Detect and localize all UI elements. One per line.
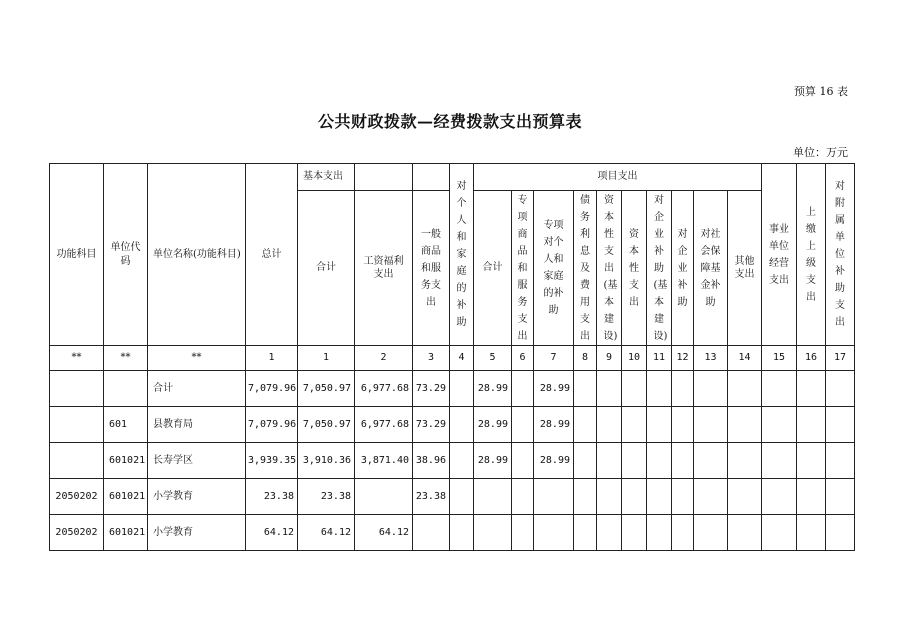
unit-code-cell: 601021 [104,479,148,515]
amount-cell: 28.99 [534,407,574,443]
amount-cell [694,443,728,479]
amount-cell: 23.38 [246,479,298,515]
index-cell: 10 [622,346,647,371]
amount-cell [597,515,622,551]
unit-code-cell [104,371,148,407]
amount-cell [762,515,797,551]
col-salary: 工资福利支出 [355,191,413,346]
amount-cell: 7,050.97 [298,407,355,443]
amount-cell: 3,871.40 [355,443,413,479]
amount-cell [574,407,597,443]
unit-name-cell: 县教育局 [148,407,246,443]
amount-cell [826,371,855,407]
amount-cell [512,443,534,479]
form-number: 预算 16 表 [794,85,848,98]
col-capital-build: 资本性支出(基本建设) [597,191,622,346]
amount-cell [512,407,534,443]
amount-cell [622,371,647,407]
index-cell: 7 [534,346,574,371]
amount-cell [512,371,534,407]
unit-name-cell: 合计 [148,371,246,407]
index-cell: 13 [694,346,728,371]
index-cell: ** [50,346,104,371]
amount-cell [647,407,672,443]
amount-cell [534,515,574,551]
table-row [50,371,855,407]
unit-code-cell: 601021 [104,515,148,551]
index-cell: 1 [246,346,298,371]
amount-cell: 23.38 [298,479,355,515]
index-cell: 16 [797,346,826,371]
amount-cell [413,515,450,551]
col-capital: 资本性支出 [622,191,647,346]
index-cell: 11 [647,346,672,371]
amount-cell: 73.29 [413,371,450,407]
index-cell: 17 [826,346,855,371]
index-cell: 14 [728,346,762,371]
amount-cell [797,371,826,407]
amount-cell [450,371,474,407]
amount-cell [826,443,855,479]
amount-cell [622,515,647,551]
amount-cell [672,371,694,407]
index-cell: 3 [413,346,450,371]
index-cell: 6 [512,346,534,371]
table-row [50,407,855,443]
amount-cell [597,443,622,479]
amount-cell [647,515,672,551]
amount-cell [762,479,797,515]
index-row [50,346,855,371]
amount-cell [694,407,728,443]
amount-cell [694,515,728,551]
amount-cell: 7,079.96 [246,371,298,407]
amount-cell [694,371,728,407]
index-cell: 12 [672,346,694,371]
col-personal: 对个人和家庭的补助 [450,164,474,346]
unit-code-cell: 601 [104,407,148,443]
amount-cell [512,479,534,515]
unit-name-cell: 长寿学区 [148,443,246,479]
col-basic-total: 合计 [298,191,355,346]
amount-cell [512,515,534,551]
col-proj-goods: 专项商品和服务支出 [512,191,534,346]
amount-cell [474,479,512,515]
basic-group-blank [413,164,450,191]
amount-cell: 38.96 [413,443,450,479]
unit-name-cell: 小学教育 [148,515,246,551]
amount-cell: 28.99 [474,371,512,407]
amount-cell: 28.99 [474,443,512,479]
amount-cell [728,443,762,479]
budget-table [49,163,855,551]
amount-cell [450,407,474,443]
index-cell: ** [104,346,148,371]
index-cell: 15 [762,346,797,371]
amount-cell [574,515,597,551]
col-debt: 债务利息及费用支出 [574,191,597,346]
amount-cell [672,443,694,479]
amount-cell: 64.12 [246,515,298,551]
amount-cell [647,443,672,479]
unit-code-cell: 601021 [104,443,148,479]
col-total: 总计 [246,164,298,346]
col-enterprise-build: 对企业补助(基本建设) [647,191,672,346]
index-cell: 5 [474,346,512,371]
amount-cell [762,407,797,443]
amount-cell: 23.38 [413,479,450,515]
col-unit-name: 单位名称(功能科目) [148,164,246,346]
index-cell: 1 [298,346,355,371]
col-affiliated: 对附属单位补助支出 [826,164,855,346]
table-row [50,515,855,551]
col-business: 事业单位经营支出 [762,164,797,346]
amount-cell [622,479,647,515]
amount-cell [797,407,826,443]
col-proj-total: 合计 [474,191,512,346]
amount-cell: 6,977.68 [355,407,413,443]
amount-cell: 3,939.35 [246,443,298,479]
amount-cell: 28.99 [474,407,512,443]
func-code-cell: 2050202 [50,479,104,515]
index-cell: 9 [597,346,622,371]
col-social-fund: 对社会保障基金补助 [694,191,728,346]
col-func-code: 功能科目 [50,164,104,346]
amount-cell [647,479,672,515]
amount-cell [574,443,597,479]
col-goods: 一般商品和服务支出 [413,191,450,346]
amount-cell [672,479,694,515]
amount-cell [597,371,622,407]
amount-cell [647,371,672,407]
col-other: 其他支出 [728,191,762,346]
amount-cell [534,479,574,515]
table-row [50,479,855,515]
col-proj-personal: 专项对个人和家庭的补助 [534,191,574,346]
amount-cell [574,479,597,515]
col-enterprise: 对企业补助 [672,191,694,346]
amount-cell [762,443,797,479]
amount-cell [826,515,855,551]
amount-cell [672,407,694,443]
amount-cell: 64.12 [298,515,355,551]
amount-cell: 28.99 [534,443,574,479]
index-cell: 8 [574,346,597,371]
amount-cell [450,515,474,551]
amount-cell: 7,050.97 [298,371,355,407]
amount-cell [694,479,728,515]
amount-cell [728,371,762,407]
unit-name-cell: 小学教育 [148,479,246,515]
amount-cell [597,407,622,443]
table-row [50,443,855,479]
amount-cell: 64.12 [355,515,413,551]
amount-cell: 28.99 [534,371,574,407]
func-code-cell [50,443,104,479]
amount-cell [450,443,474,479]
project-group-header: 项目支出 [474,164,762,191]
index-cell: 4 [450,346,474,371]
amount-cell [672,515,694,551]
amount-cell [826,479,855,515]
amount-cell [728,479,762,515]
col-unit-code: 单位代码 [104,164,148,346]
amount-cell [450,479,474,515]
page-title: 公共财政拨款—经费拨款支出预算表 [317,112,582,131]
func-code-cell [50,371,104,407]
amount-cell [797,443,826,479]
amount-cell [622,407,647,443]
func-code-cell [50,407,104,443]
amount-cell [597,479,622,515]
amount-cell [797,515,826,551]
amount-cell: 73.29 [413,407,450,443]
amount-cell [574,371,597,407]
amount-cell: 3,910.36 [298,443,355,479]
table-body [50,371,855,551]
amount-cell [728,515,762,551]
basic-group-header: 基本支出 [298,164,355,191]
amount-cell [355,479,413,515]
amount-cell [728,407,762,443]
amount-cell [826,407,855,443]
basic-group-blank [355,164,413,191]
col-upper: 上缴上级支出 [797,164,826,346]
unit-label: 单位：万元 [793,146,848,159]
amount-cell [622,443,647,479]
header-row-1 [50,164,855,191]
amount-cell [797,479,826,515]
func-code-cell: 2050202 [50,515,104,551]
index-cell: 2 [355,346,413,371]
amount-cell [762,371,797,407]
amount-cell [474,515,512,551]
amount-cell: 7,079.96 [246,407,298,443]
index-cell: ** [148,346,246,371]
amount-cell: 6,977.68 [355,371,413,407]
